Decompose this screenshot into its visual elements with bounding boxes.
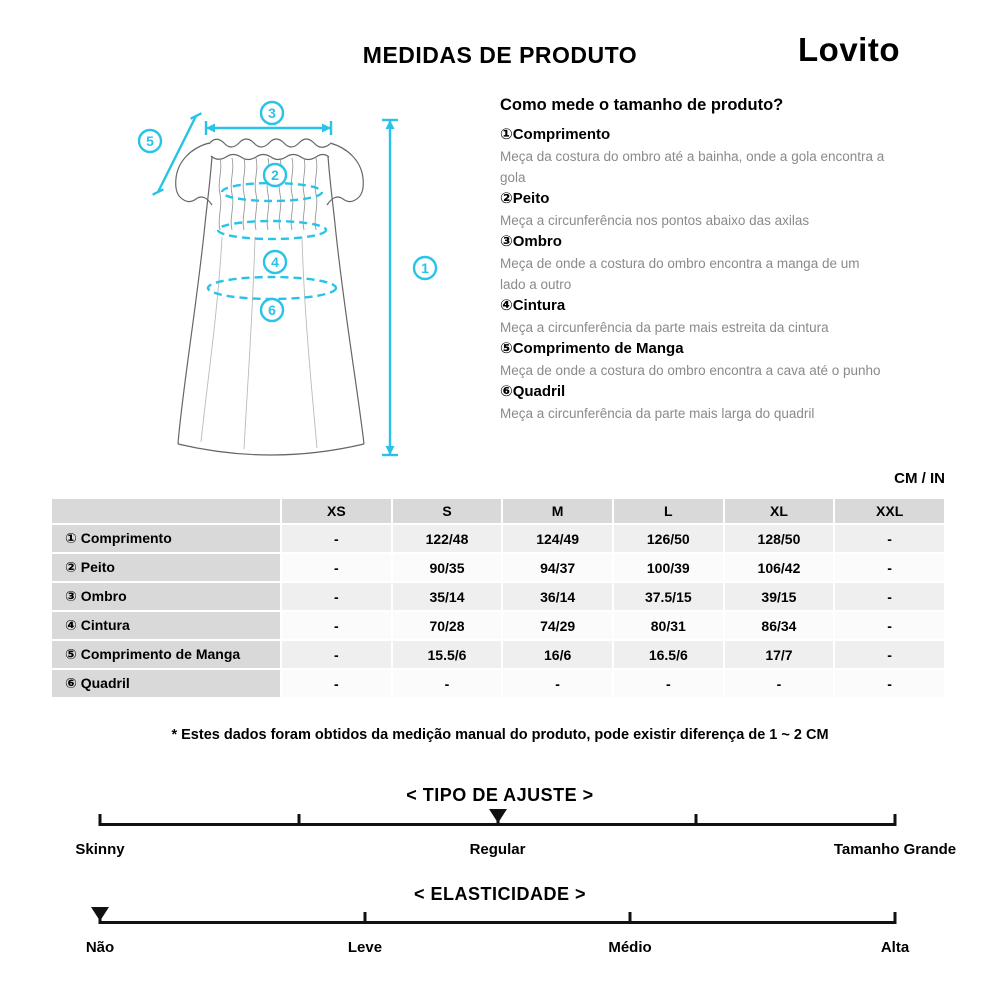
cell: - [281, 611, 392, 640]
elasticity-marker-icon [91, 907, 109, 921]
elasticity-tick [894, 912, 897, 924]
cell: 16.5/6 [613, 640, 724, 669]
cell: 70/28 [392, 611, 503, 640]
units-label: CM / IN [894, 470, 945, 487]
guide-item-ombro [500, 231, 940, 295]
item-number: ⑤ [500, 340, 513, 357]
measurement-disclaimer: * Estes dados foram obtidos da medição manual do produto, pode existir diferença de 1 ~ 2 CM [171, 727, 829, 743]
item-label: Ombro [512, 233, 562, 250]
cell: - [281, 553, 392, 582]
row-label: ② Peito [51, 553, 281, 582]
svg-text:5: 5 [146, 133, 154, 149]
elasticity-tick [363, 912, 366, 924]
item-desc: Meça da costura do ombro até a bainha, onde a gola encontra a gola [500, 149, 885, 185]
row-label: ① Comprimento [51, 524, 281, 553]
elasticity-label-leve: Leve [347, 939, 383, 956]
svg-text:6: 6 [268, 302, 276, 318]
cell: - [392, 669, 503, 698]
cell: - [834, 640, 945, 669]
cell: 15.5/6 [392, 640, 503, 669]
row-label: ③ Ombro [51, 582, 281, 611]
item-desc: Meça a circunferência nos pontos abaixo das axilas [500, 213, 810, 228]
cell: - [613, 669, 724, 698]
col-xs: XS [281, 498, 392, 524]
cell: 100/39 [613, 553, 724, 582]
cell: - [281, 640, 392, 669]
cell: - [834, 524, 945, 553]
cell: 124/49 [502, 524, 613, 553]
table-row-cintura [51, 611, 945, 640]
elasticity-tick [629, 912, 632, 924]
cell: 80/31 [613, 611, 724, 640]
cell: 37.5/15 [613, 582, 724, 611]
svg-text:2: 2 [271, 167, 279, 183]
svg-text:4: 4 [271, 254, 279, 270]
table-corner-cell [51, 498, 281, 524]
elasticity-scale-labels [85, 939, 910, 959]
elasticity-section-title: < ELASTICIDADE > [413, 884, 587, 904]
brand-logo: Lovito [798, 31, 900, 68]
item-desc: Meça de onde a costura do ombro encontra a cava até o punho [500, 363, 881, 378]
measure-manga-line [153, 113, 202, 194]
guide-item-cintura [500, 295, 940, 338]
badge-3 [261, 102, 283, 124]
fit-tick [99, 814, 102, 826]
cell: - [281, 582, 392, 611]
cell: 16/6 [502, 640, 613, 669]
elasticity-scale-track [100, 921, 895, 924]
item-number: ① [500, 126, 513, 143]
table-row-ombro [51, 582, 945, 611]
guide-item-quadril [500, 381, 940, 424]
table-row-comprimento [51, 524, 945, 553]
table-row-quadril [51, 669, 945, 698]
guide-item-manga [500, 338, 940, 381]
cell: 126/50 [613, 524, 724, 553]
cell: 128/50 [724, 524, 835, 553]
cell: 122/48 [392, 524, 503, 553]
fit-marker-icon [489, 809, 507, 823]
item-desc: Meça a circunferência da parte mais larga do quadril [500, 406, 815, 421]
cell: 106/42 [724, 553, 835, 582]
item-number: ⑥ [500, 383, 513, 400]
fit-tick [695, 814, 698, 826]
dress-illustration [176, 139, 364, 455]
cell: 36/14 [502, 582, 613, 611]
item-label: Quadril [512, 383, 566, 400]
svg-text:3: 3 [268, 105, 276, 121]
col-m: M [502, 498, 613, 524]
item-label: Peito [512, 190, 550, 207]
guide-item-comprimento [500, 124, 940, 188]
item-label: Comprimento [512, 126, 611, 143]
badge-1 [414, 257, 436, 279]
cell: - [834, 669, 945, 698]
measure-comprimento-line [382, 120, 398, 455]
cell: - [834, 553, 945, 582]
measure-cintura-ellipse [218, 221, 326, 239]
fit-tick [297, 814, 300, 826]
cell: 94/37 [502, 553, 613, 582]
col-l: L [613, 498, 724, 524]
table-row-manga [51, 640, 945, 669]
cell: 35/14 [392, 582, 503, 611]
col-s: S [392, 498, 503, 524]
fit-scale-labels [75, 841, 957, 861]
measure-quadril-ellipse [208, 277, 336, 299]
row-label: ⑤ Comprimento de Manga [51, 640, 281, 669]
col-xxl: XXL [834, 498, 945, 524]
item-desc: Meça de onde a costura do ombro encontra a manga de um lado a outro [500, 256, 860, 292]
item-number: ③ [500, 233, 513, 250]
fit-label-grande: Tamanho Grande [833, 841, 957, 858]
page-title: MEDIDAS DE PRODUTO [362, 42, 638, 68]
col-xl: XL [724, 498, 835, 524]
cell: 17/7 [724, 640, 835, 669]
table-header-row [51, 498, 945, 524]
fit-label-skinny: Skinny [75, 841, 125, 858]
item-number: ④ [500, 297, 513, 314]
badge-4 [264, 251, 286, 273]
elasticity-scale [100, 908, 895, 924]
fit-label-regular: Regular [469, 841, 526, 858]
guide-heading: Como mede o tamanho de produto? [500, 96, 784, 114]
cell: 39/15 [724, 582, 835, 611]
elasticity-label-alta: Alta [880, 939, 910, 956]
fit-tick [894, 814, 897, 826]
fit-scale [100, 810, 895, 826]
badge-5 [139, 130, 161, 152]
table-row-peito [51, 553, 945, 582]
item-desc: Meça a circunferência da parte mais estreita da cintura [500, 320, 829, 335]
product-diagram [110, 92, 480, 477]
measure-guide [500, 96, 940, 424]
row-label: ⑥ Quadril [51, 669, 281, 698]
cell: - [281, 524, 392, 553]
guide-item-peito [500, 188, 940, 231]
item-label: Cintura [512, 297, 566, 314]
cell: 74/29 [502, 611, 613, 640]
item-label: Comprimento de Manga [512, 340, 684, 357]
size-table [50, 497, 946, 699]
cell: - [281, 669, 392, 698]
cell: - [724, 669, 835, 698]
cell: - [834, 582, 945, 611]
svg-text:1: 1 [421, 260, 429, 276]
badge-6 [261, 299, 283, 321]
cell: 90/35 [392, 553, 503, 582]
item-number: ② [500, 190, 513, 207]
cell: - [502, 669, 613, 698]
cell: - [834, 611, 945, 640]
elasticity-label-nao: Não [85, 939, 115, 956]
cell: 86/34 [724, 611, 835, 640]
elasticity-label-medio: Médio [608, 939, 652, 956]
badge-2 [264, 164, 286, 186]
fit-section-title: < TIPO DE AJUSTE > [406, 785, 594, 805]
row-label: ④ Cintura [51, 611, 281, 640]
